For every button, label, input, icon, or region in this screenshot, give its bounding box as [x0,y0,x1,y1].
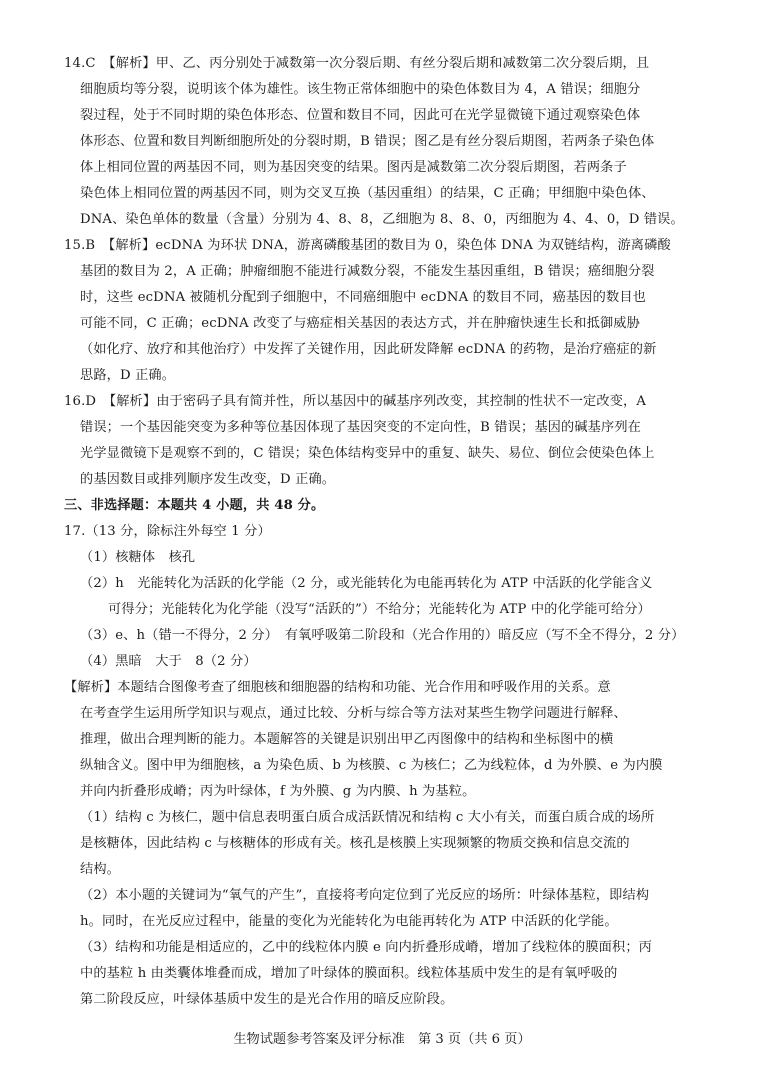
analysis-line-1: 【解析】本题结合图像考查了细胞核和细胞器的结构和功能、光合作用和呼吸作用的关系。意 [64,680,611,695]
analysis-part-3-line-2: 中的基粒 h 由类囊体堆叠而成，增加了叶绿体的膜面积。线粒体基质中发生的是有氧呼吸的 [80,966,618,981]
analysis-part-1-line-1: （1）结构 c 为核仁，题中信息表明蛋白质合成活跃情况和结构 c 大小有关，而蛋白质合成的场所 [80,810,655,825]
analysis-part-2-line-1: （2）本小题的关键词为“氧气的产生”，直接将考向定位到了光反应的场所：叶绿体基粒，即结构 [80,888,650,903]
analysis-line-2: 在考查学生运用所学知识与观点，通过比较、分析与综合等方法对某些生物学问题进行解释、 [80,706,627,721]
q17-answer-3: （3）e、h（错一不得分，2 分） 有氧呼吸第二阶段和（光合作用的）暗反应（写不全不得分，2 分） [80,628,685,643]
q14-line-5: 体上相同位置的两基因不同，则为基因突变的结果。图丙是减数第二次分裂后期图，若两条子 [80,160,627,175]
q14-line-7: DNA、染色单体的数量（含量）分别为 4、8、8，乙细胞为 8、8、0，丙细胞为 4、4、0，D 错误。 [80,212,684,227]
analysis-part-1-line-3: 结构。 [80,862,121,877]
analysis-part-2-line-2: h。同时，在光反应过程中，能量的变化为光能转化为电能再转化为 ATP 中活跃的化学能。 [80,914,618,929]
analysis-line-4: 纵轴含义。图中甲为细胞核，a 为染色质、b 为核膜、c 为核仁；乙为线粒体，d 为外膜、e 为内膜 [80,758,663,773]
q14-line-6: 染色体上相同位置的两基因不同，则为交叉互换（基因重组）的结果，C 正确；甲细胞中染色体、 [80,186,655,201]
q17-answer-4: （4）黑暗 大于 8（2 分） [80,654,257,669]
q15-line-1: 15.B 【解析】ecDNA 为环状 DNA，游离磷酸基团的数目为 0，染色体 DNA 为双链结构，游离磷酸 [64,238,671,253]
q15-line-6: 思路，D 正确。 [80,368,176,383]
q17-answer-2: （2）h 光能转化为活跃的化学能（2 分，或光能转化为电能再转化为 ATP 中活跃的化学能含义 [80,576,653,591]
q15-line-2: 基团的数目为 2，A 正确；肿瘤细胞不能进行减数分裂，不能发生基因重组，B 错误；癌细胞分裂 [80,264,655,279]
analysis-part-3-line-1: （3）结构和功能是相适应的，乙中的线粒体内膜 e 向内折叠形成嵴，增加了线粒体的膜面积；丙 [80,940,653,955]
q15-line-3: 时，这些 ecDNA 被随机分配到子细胞中，不同癌细胞中 ecDNA 的数目不同，癌基因的数目也 [80,290,646,305]
q15-line-4: 可能不同，C 正确；ecDNA 改变了与癌症相关基因的表达方式，并在肿瘤快速生长和抵御威胁 [80,316,640,331]
q14-line-3: 裂过程，处于不同时期的染色体形态、位置和数目不同，因此可在光学显微镜下通过观察染色体 [80,108,641,123]
analysis-part-3-line-3: 第二阶段反应，叶绿体基质中发生的是光合作用的暗反应阶段。 [80,992,454,1007]
analysis-line-5: 并向内折叠形成嵴；丙为叶绿体，f 为外膜、g 为内膜、h 为基粒。 [80,784,476,799]
analysis-part-1-line-2: 是核糖体，因此结构 c 与核糖体的形成有关。核孔是核膜上实现频繁的物质交换和信息交流的 [80,836,630,851]
q14-line-1: 14.C 【解析】甲、乙、丙分别处于减数第一次分裂后期、有丝分裂后期和减数第二次分裂后期，且 [64,56,650,71]
q16-line-2: 错误；一个基因能突变为多种等位基因体现了基因突变的不定向性，B 错误；基因的碱基序列在 [80,420,642,435]
q17-answer-1: （1）核糖体 核孔 [80,550,196,565]
q17-header: 17.（13 分，除标注外每空 1 分） [64,524,271,539]
page-footer: 生物试题参考答案及评分标准 第 3 页（共 6 页） [233,1032,531,1047]
q14-line-2: 细胞质均等分裂，说明该个体为雄性。该生物正常体细胞中的染色体数目为 4，A 错误；细胞分 [80,82,641,97]
q16-line-3: 光学显微镜下是观察不到的，C 错误；染色体结构变异中的重复、缺失、易位、倒位会使染色体上 [80,446,655,461]
q17-answer-2-cont: 可得分；光能转化为化学能（没写“活跃的”）不给分；光能转化为 ATP 中的化学能可给分） [108,602,651,617]
q16-line-4: 的基因数目或排列顺序发生改变，D 正确。 [80,472,336,487]
q16-line-1: 16.D 【解析】由于密码子具有简并性，所以基因中的碱基序列改变，其控制的性状不一定改变，A [64,394,647,409]
q15-line-5: （如化疗、放疗和其他治疗）中发挥了关键作用，因此研发降解 ecDNA 的药物，是治疗癌症的新 [80,342,657,357]
analysis-line-3: 推理，做出合理判断的能力。本题解答的关键是识别出甲乙丙图像中的结构和坐标图中的横 [80,732,614,747]
q14-line-4: 体形态、位置和数目判断细胞所处的分裂时期，B 错误；图乙是有丝分裂后期图，若两条子染色体 [80,134,655,149]
section-heading: 三、非选择题：本题共 4 小题，共 48 分。 [64,498,325,513]
